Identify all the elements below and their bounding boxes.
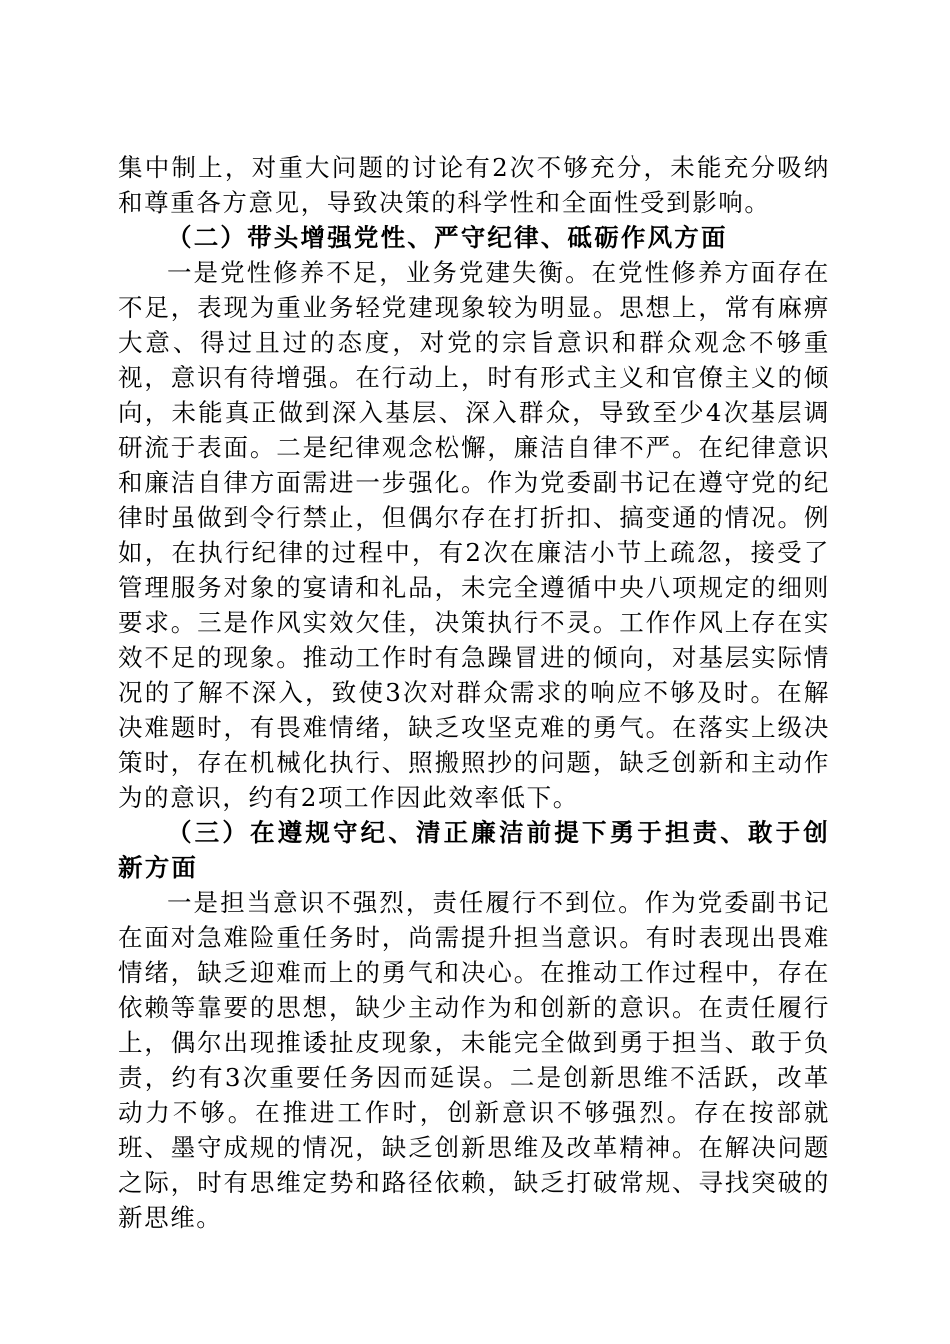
paragraph-continuation: 集中制上，对重大问题的讨论有2次不够充分，未能充分吸纳和尊重各方意见，导致决策的科学性和全面性受到影响。 — [118, 153, 830, 217]
paragraph-responsibility: 一是担当意识不强烈，责任履行不到位。作为党委副书记在面对急难险重任务时，尚需提升担当意识。有时表现出畏难情绪，缺乏迎难而上的勇气和决心。在推动工作过程中，存在依赖等靠要的思想，缺少主动作为和创新的意识。在责任履行上，偶尔出现推诿扯皮现象，未能完全做到勇于担当、敢于负责，约有3次重要任务因而延误。二是创新思维不活跃，改革动力不够。在推进工作时，创新意识不够强烈。存在按部就班、墨守成规的情况，缺乏创新思维及改革精神。在解决问题之际，时有思维定势和路径依赖，缺乏打破常规、寻找突破的新思维。 — [118, 888, 830, 1232]
section-heading-3: （三）在遵规守纪、清正廉洁前提下勇于担责、敢于创新方面 — [118, 818, 830, 882]
document-body — [118, 150, 830, 1235]
section-heading-2: （二）带头增强党性、严守纪律、砥砺作风方面 — [167, 223, 728, 252]
paragraph-party-spirit: 一是党性修养不足，业务党建失衡。在党性修养方面存在不足，表现为重业务轻党建现象较为明显。思想上，常有麻痹大意、得过且过的态度，对党的宗旨意识和群众观念不够重视，意识有待增强。在行动上，时有形式主义和官僚主义的倾向，未能真正做到深入基层、深入群众，导致至少4次基层调研流于表面。二是纪律观念松懈，廉洁自律不严。在纪律意识和廉洁自律方面需进一步强化。作为党委副书记在遵守党的纪律时虽做到令行禁止，但偶尔存在打折扣、搞变通的情况。例如，在执行纪律的过程中，有2次在廉洁小节上疏忽，接受了管理服务对象的宴请和礼品，未完全遵循中央八项规定的细则要求。三是作风实效欠佳，决策执行不灵。工作作风上存在实效不足的现象。推动工作时有急躁冒进的倾向，对基层实际情况的了解不深入，致使3次对群众需求的响应不够及时。在解决难题时，有畏难情绪，缺乏攻坚克难的勇气。在落实上级决策时，存在机械化执行、照搬照抄的问题，缺乏创新和主动作为的意识，约有2项工作因此效率低下。 — [118, 258, 830, 812]
